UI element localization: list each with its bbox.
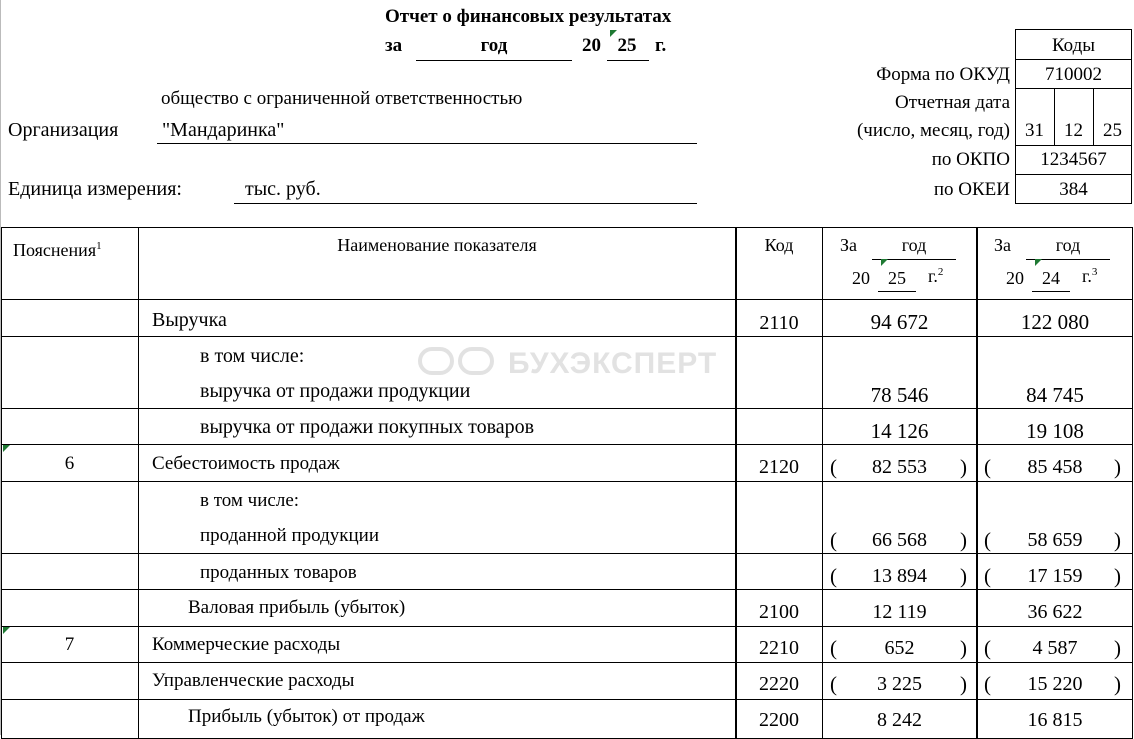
col-prev-year[interactable]: 24 [1042, 268, 1060, 288]
date-year[interactable]: 25 [1103, 120, 1122, 141]
row-prev-value[interactable]: 85 458 [1027, 456, 1083, 478]
okei-label: по ОКЕИ [933, 179, 1010, 200]
row-prev-value[interactable]: 19 108 [1026, 419, 1084, 443]
org-name[interactable]: "Мандаринка" [162, 119, 285, 141]
row-cur-value[interactable]: 82 553 [872, 456, 927, 478]
row-code: 2110 [759, 312, 799, 334]
unit-underline [234, 203, 697, 204]
row-cur-value[interactable]: 66 568 [872, 529, 927, 551]
date-month[interactable]: 12 [1064, 120, 1083, 141]
col-cur-unit: г.$^2$ [928, 266, 944, 286]
row-note: 7 [64, 634, 75, 655]
row-code: 2100 [759, 601, 799, 623]
row-cur-value[interactable]: 13 894 [872, 565, 927, 587]
row-name: Валовая прибыль (убыток) [188, 597, 406, 618]
row-prev-value[interactable]: 58 659 [1027, 529, 1083, 551]
period-underline [416, 60, 572, 61]
date-label-line2: (число, месяц, год) [856, 120, 1010, 141]
org-label: Организация [8, 119, 119, 141]
row-prev-value[interactable]: 122 080 [1020, 310, 1090, 334]
row-prev-value[interactable]: 16 815 [1027, 709, 1083, 731]
row-note: 6 [64, 453, 75, 474]
col-notes-header: Пояснения$^1$ [13, 240, 102, 260]
row-cur-value[interactable]: 3 225 [877, 673, 922, 695]
year-value[interactable]: 25 [617, 35, 637, 56]
cell-comment-marker [881, 259, 888, 266]
col-code-header: Код [764, 235, 794, 255]
col-cur-word: год [901, 235, 927, 255]
row-name: Управленческие расходы [152, 670, 355, 691]
cell-comment-marker [1035, 259, 1042, 266]
row-cur-value[interactable]: 14 126 [870, 419, 929, 443]
cell-comment-marker [3, 627, 10, 634]
col-cur-prefix: За [840, 235, 858, 255]
report-title: Отчет о финансовых результатах [385, 6, 672, 27]
watermark-logo-icon [418, 347, 454, 375]
year-prefix: 20 [582, 35, 601, 56]
row-cur-value[interactable]: 78 546 [870, 383, 929, 407]
date-day[interactable]: 31 [1025, 120, 1044, 141]
row-prev-value[interactable]: 17 159 [1027, 565, 1083, 587]
row-cur-value[interactable]: 94 672 [870, 310, 929, 334]
row-name: проданной продукции [200, 525, 379, 546]
okpo-label: по ОКПО [931, 149, 1010, 170]
row-name: проданных товаров [200, 562, 357, 583]
row-name: Коммерческие расходы [152, 634, 341, 655]
period-word: год [480, 35, 508, 56]
row-name: Себестоимость продаж [152, 453, 340, 474]
row-cur-value[interactable]: 652 [884, 637, 915, 659]
col-prev-year-prefix: 20 [1006, 268, 1024, 288]
cell-comment-marker [610, 30, 617, 37]
col-prev-unit: г.$^3$ [1082, 266, 1098, 286]
row-name: выручка от продажи продукции [200, 380, 471, 402]
row-subheading: в том числе: [200, 490, 300, 511]
org-form: общество с ограниченной ответственностью [161, 88, 523, 109]
row-subheading: в том числе: [200, 345, 305, 367]
col-name-header: Наименование показателя [337, 235, 537, 255]
codes-header: Коды [1051, 35, 1096, 56]
row-prev-value[interactable]: 36 622 [1027, 601, 1083, 623]
row-prev-value[interactable]: 84 745 [1026, 383, 1084, 407]
cell-comment-marker [3, 445, 10, 452]
okei-value[interactable]: 384 [1059, 179, 1088, 200]
col-prev-prefix: За [994, 235, 1012, 255]
unit-value[interactable]: тыс. руб. [245, 178, 321, 200]
row-prev-value[interactable]: 4 587 [1032, 637, 1078, 659]
col-cur-year[interactable]: 25 [888, 268, 906, 288]
unit-label: Единица измерения: [8, 178, 182, 200]
okpo-value[interactable]: 1234567 [1040, 149, 1107, 170]
row-name: Выручка [152, 309, 227, 331]
row-prev-value[interactable]: 15 220 [1027, 673, 1083, 695]
row-cur-value[interactable]: 8 242 [877, 709, 922, 731]
row-code: 2200 [759, 709, 799, 731]
year-unit: г. [655, 35, 667, 56]
col-cur-year-prefix: 20 [852, 268, 870, 288]
row-code: 2210 [759, 637, 799, 659]
row-name: Прибыль (убыток) от продаж [188, 706, 425, 727]
year-underline [607, 60, 649, 61]
col-prev-word: год [1055, 235, 1081, 255]
okud-label: Форма по ОКУД [876, 64, 1010, 85]
org-underline [157, 143, 697, 144]
row-cur-value[interactable]: 12 119 [872, 601, 927, 623]
okud-value[interactable]: 710002 [1045, 64, 1102, 85]
row-code: 2220 [759, 673, 799, 695]
watermark: БУХЭКСПЕРТ [418, 347, 717, 381]
date-label-line1: Отчетная дата [895, 92, 1010, 113]
row-code: 2120 [759, 456, 799, 478]
period-prefix: за [385, 35, 403, 56]
row-name: выручка от продажи покупных товаров [200, 416, 535, 438]
